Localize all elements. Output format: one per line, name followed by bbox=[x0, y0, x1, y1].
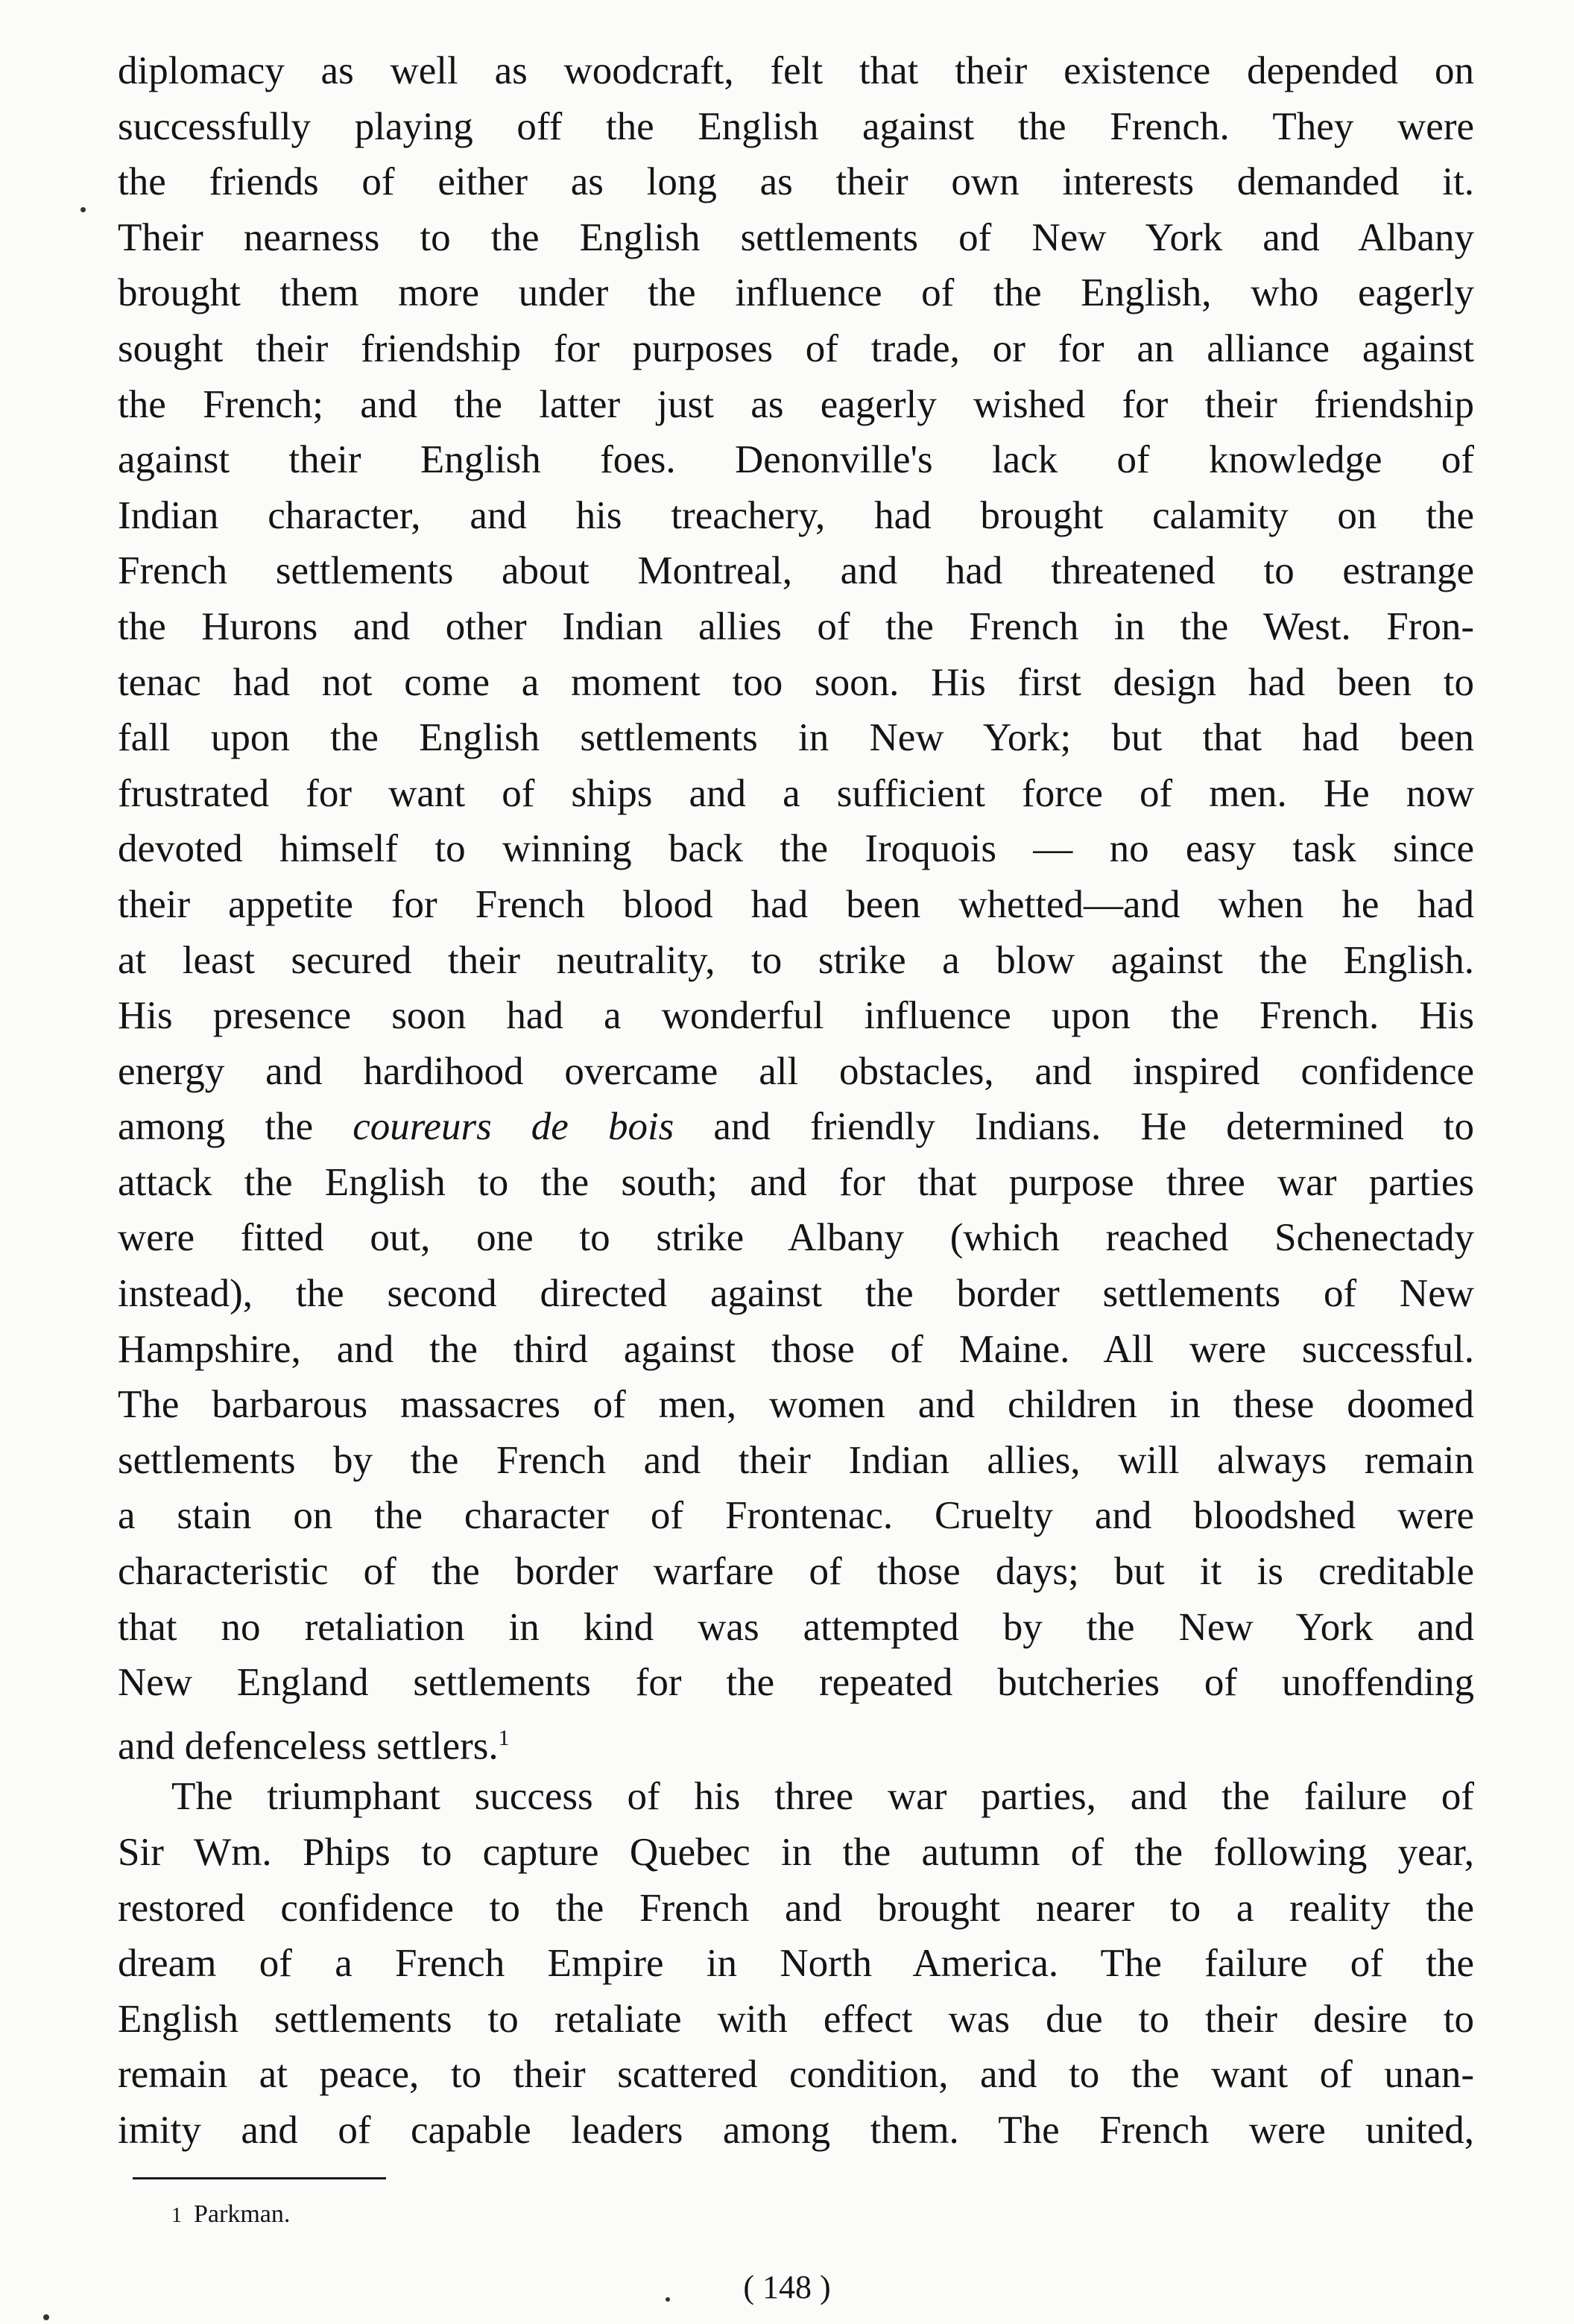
text-line: frustrated for want of ships and a sufficient force of men. He now bbox=[118, 771, 1474, 815]
text-line: The barbarous massacres of men, women and children in these doomed bbox=[118, 1383, 1474, 1427]
text-line: tenac had not come a moment too soon. His first design had been to bbox=[118, 660, 1474, 704]
footnote bbox=[171, 2200, 290, 2231]
footnote-text: Parkman. bbox=[194, 2200, 291, 2228]
text-line: Indian character, and his treachery, had brought calamity on the bbox=[118, 493, 1474, 537]
text-line: instead), the second directed against the border settlements of New bbox=[118, 1272, 1474, 1316]
line-text-before: among the bbox=[118, 1105, 353, 1149]
text-line: that no retaliation in kind was attempted by the New York and bbox=[118, 1605, 1474, 1649]
text-line: The triumphant success of his three war parties, and the failure of bbox=[171, 1775, 1474, 1819]
text-line: characteristic of the border warfare of those days; but it is creditable bbox=[118, 1550, 1474, 1594]
text-line: at least secured their neutrality, to strike a blow against the English. bbox=[118, 938, 1474, 982]
paragraph-1 bbox=[118, 43, 1474, 1766]
text-line: dream of a French Empire in North America. The failure of the bbox=[118, 1942, 1474, 1986]
text-line: remain at peace, to their scattered condition, and to the want of unan- bbox=[118, 2053, 1474, 2097]
text-line: the friends of either as long as their own interests demanded it. bbox=[118, 160, 1474, 204]
italic-phrase: coureurs de bois bbox=[353, 1105, 674, 1149]
text-line: restored confidence to the French and brought nearer to a reality the bbox=[118, 1886, 1474, 1930]
text-line: Their nearness to the English settlements of New York and Albany bbox=[118, 215, 1474, 259]
footnote-divider bbox=[133, 2177, 386, 2179]
text-line: fall upon the English settlements in New York; but that had been bbox=[118, 716, 1474, 760]
text-line: energy and hardihood overcame all obstacles, and inspired confidence bbox=[118, 1049, 1474, 1093]
text-line: against their English foes. Denonville's lack of knowledge of bbox=[118, 438, 1474, 482]
text-line: successfully playing off the English against the French. They were bbox=[118, 104, 1474, 148]
line-text-after: and friendly Indians. He determined to bbox=[674, 1105, 1474, 1149]
page-number: ( 148 ) bbox=[743, 2269, 831, 2305]
print-speck bbox=[80, 207, 86, 212]
print-speck bbox=[666, 2297, 670, 2302]
text-line: settlements by the French and their Indian allies, will always remain bbox=[118, 1438, 1474, 1482]
paragraph-2 bbox=[118, 1769, 1474, 2158]
text-line: brought them more under the influence of the English, who eagerly bbox=[118, 271, 1474, 315]
text-line: English settlements to retaliate with effect was due to their desire to bbox=[118, 1997, 1474, 2041]
text-line: French settlements about Montreal, and had threatened to estrange bbox=[118, 549, 1474, 593]
page-body bbox=[118, 43, 1474, 2159]
text-line: Sir Wm. Phips to capture Quebec in the autumn of the following year, bbox=[118, 1831, 1474, 1874]
text-line-last bbox=[118, 1711, 1474, 1767]
text-line: a stain on the character of Frontenac. Cruelty and bloodshed were bbox=[118, 1494, 1474, 1538]
text-line: the Hurons and other Indian allies of the French in the West. Fron- bbox=[118, 604, 1474, 648]
print-speck bbox=[43, 2314, 49, 2320]
text-line: His presence soon had a wonderful influence upon the French. His bbox=[118, 994, 1474, 1038]
text-line: devoted himself to winning back the Iroquois — no easy task since bbox=[118, 827, 1474, 871]
text-line: attack the English to the south; and for that purpose three war parties bbox=[118, 1160, 1474, 1204]
footnote-reference: 1 bbox=[498, 1725, 510, 1750]
footnote-number: 1 bbox=[171, 2204, 182, 2227]
text-line: diplomacy as well as woodcraft, felt that their existence depended on bbox=[118, 49, 1474, 92]
text-line: New England settlements for the repeated butcheries of unoffending bbox=[118, 1661, 1474, 1705]
text-line: Hampshire, and the third against those of Maine. All were successful. bbox=[118, 1327, 1474, 1371]
text-line-with-italic bbox=[118, 1099, 1474, 1155]
text-line: the French; and the latter just as eagerly wished for their friendship bbox=[118, 382, 1474, 426]
text-line: sought their friendship for purposes of trade, or for an alliance against bbox=[118, 326, 1474, 370]
text-line: imity and of capable leaders among them. The French were united, bbox=[118, 2108, 1474, 2152]
text-line: were fitted out, one to strike Albany (which reached Schenectady bbox=[118, 1216, 1474, 1260]
text-line: their appetite for French blood had been whetted—and when he had bbox=[118, 882, 1474, 926]
last-line-text: and defenceless settlers. bbox=[118, 1724, 499, 1767]
